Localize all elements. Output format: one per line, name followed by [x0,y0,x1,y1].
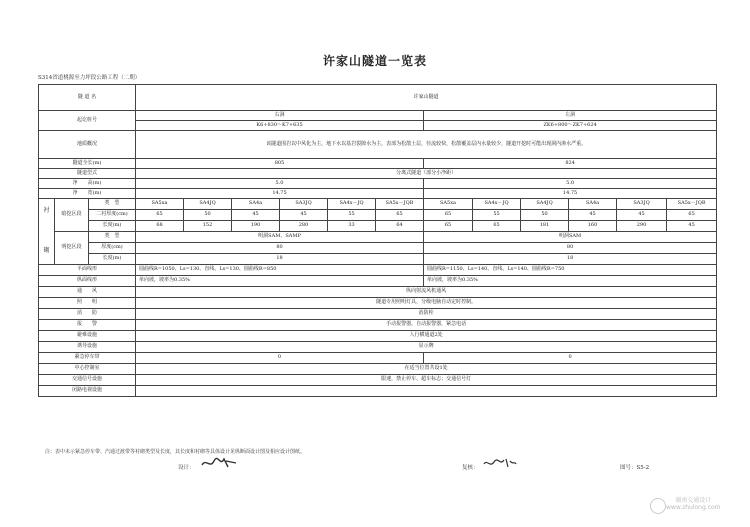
plan-alignment-label: 平面线形 [39,265,136,276]
dark-type-cell: SA4a [232,199,280,210]
dark-thickness-cell: 50 [184,210,232,221]
lining-label-1: 衬 [43,207,50,215]
dark-thickness-cell: 55 [328,210,376,221]
dark-length-cell: 190 [232,221,280,232]
length-right: 805 [136,159,424,169]
clear-height-left: 5.0 [424,179,717,189]
review-label: 复核： [462,465,479,471]
drawing-number: 图号：S5-2 [620,465,650,471]
name-label: 隧 道 名 [39,85,136,111]
chainage-label: 起讫桩号 [39,111,136,131]
footnote: 注：表中未示紧急停车带、汽通过渡带等衬砌类型及长度，其长度和衬砌等具体设计见纵断面设计图及相应设计图纸。 [45,449,306,455]
dark-length-cell: 152 [184,221,232,232]
watermark-line-2: www.zhulong.com [666,504,721,512]
project-subtitle: S314省道桃源至力坪段公路工程（二期） [38,75,141,81]
dark-kind-label: 类 型 [89,199,136,210]
alarm-label: 报 警 [39,320,136,331]
lining-label [39,199,55,265]
dark-section-label: 暗挖区段 [55,199,89,232]
chainage-left: ZK6+800～ZK7+624 [424,121,717,131]
watermark-logo-icon [650,498,666,514]
dark-type-cell: SA4JQ [184,199,232,210]
dark-type-cell: SA5x－JQB [667,199,717,210]
dark-thickness-cell: 45 [280,210,328,221]
emergency-stop-right: 0 [136,353,424,364]
clear-width-label: 净 宽(m) [39,189,136,199]
dark-length-label: 长度(m) [89,221,136,232]
traffic-signal-label: 交通信号设施 [39,375,136,386]
open-thickness-left: 80 [424,243,717,254]
document-title: 许家山隧道一览表 [322,54,427,68]
design-label: 设计： [178,465,195,471]
dark-length-cell: 290 [617,221,667,232]
dark-type-cell: SA4x－JQ [473,199,521,210]
geology-value: 该隧道围岩以中风化为主，地下水以基岩裂隙水为主，表部为松散土层，径流较快，松散覆盖层内水量较少，隧道开挖时可能出现洞内渗水严重。 [136,131,717,159]
tunnel-type-value: 分离式隧道（部分小净距） [136,169,717,179]
dark-length-cell: 65 [473,221,521,232]
alarm-value: 手动报警器，自动报警器，紧急电话 [136,320,717,331]
dark-length-cell: 65 [424,221,473,232]
open-thickness-right: 80 [136,243,424,254]
lining-label-2: 砌 [43,246,50,254]
fire-value: 消防栓 [136,309,717,320]
dark-thickness-cell: 50 [521,210,569,221]
open-type-right: 明洞SAM、SAMP [136,232,424,243]
cctv-label: 闭路电视设施 [39,386,136,397]
dark-thickness-cell: 55 [473,210,521,221]
fire-label: 消 防 [39,309,136,320]
plan-alignment-left: 圆曲线R=1150、Ls=140、直线、Ls=140、圆曲线R=750 [424,265,717,276]
profile-left: 单向坡，坡率为0.35% [424,276,717,287]
open-kind-label: 类 型 [89,232,136,243]
clear-height-right: 5.0 [136,179,424,189]
dark-thickness-cell: 65 [376,210,424,221]
profile-label: 纵面线形 [39,276,136,287]
dark-thickness-label: 二衬厚度(cm) [89,210,136,221]
dark-length-cell: 280 [280,221,328,232]
dark-type-cell: SA3JQ [280,199,328,210]
left-tunnel-header: 左洞 [424,111,717,121]
geology-label: 地质概况 [39,131,136,159]
clear-width-right: 14.75 [136,189,424,199]
dark-length-cell: 64 [376,221,424,232]
dark-length-cell: 160 [569,221,617,232]
guidance-value: 显示牌 [136,342,717,353]
control-room-label: 中心控制室 [39,364,136,375]
tunnel-table [38,84,717,397]
clear-width-left: 14.75 [424,189,717,199]
dark-type-cell: SA5x－JQB [376,199,424,210]
name-value: 许家山隧道 [136,85,717,111]
lighting-label: 照 明 [39,298,136,309]
plan-alignment-right: 圆曲线R=1050、Ls=130、直线、Ls=130、圆曲线R=850 [136,265,424,276]
dark-thickness-cell: 45 [617,210,667,221]
emergency-stop-label: 紧急停车带 [39,353,136,364]
dark-thickness-cell: 65 [424,210,473,221]
dark-length-cell: 45 [667,221,717,232]
guidance-label: 诱导设施 [39,342,136,353]
open-section-label: 明挖区段 [55,232,89,265]
emergency-stop-left: 0 [424,353,717,364]
ventilation-value: 纵向射流风机通风 [136,287,717,298]
cctv-value [136,386,717,397]
reviewer-signature [482,455,518,471]
dark-length-cell: 181 [521,221,569,232]
clear-height-label: 净 高(m) [39,179,136,189]
ventilation-label: 通 风 [39,287,136,298]
open-length-left: 18 [424,254,717,265]
dark-thickness-cell: 65 [136,210,184,221]
dark-thickness-cell: 65 [667,210,717,221]
dark-thickness-cell: 45 [232,210,280,221]
open-thickness-label: 厚度(cm) [89,243,136,254]
open-length-right: 18 [136,254,424,265]
length-left: 824 [424,159,717,169]
length-label: 隧道全长(m) [39,159,136,169]
chainage-right: K6+830～K7+635 [136,121,424,131]
refuge-label: 避难设施 [39,331,136,342]
profile-right: 单向坡，坡率为0.35% [136,276,424,287]
designer-signature [200,455,238,471]
dark-thickness-cell: 45 [569,210,617,221]
dark-type-cell: SA4a [569,199,617,210]
lighting-value: 隧道专用照明灯具，分级电脑自动定时控制。 [136,298,717,309]
dark-length-cell: 33 [328,221,376,232]
open-type-left: 明洞SAM [424,232,717,243]
right-tunnel-header: 右洞 [136,111,424,121]
watermark [666,497,721,511]
dark-type-cell: SA4JQ [521,199,569,210]
watermark-line-1: 湖南交通设计 [675,497,712,504]
traffic-signal-value: 限速，禁止停车、超车标志；交通信号灯 [136,375,717,386]
tunnel-type-label: 隧道型式 [39,169,136,179]
dark-length-cell: 68 [136,221,184,232]
refuge-value: 人行横通道2处 [136,331,717,342]
dark-type-cell: SA5xa [136,199,184,210]
dark-type-cell: SA4x－JQ [328,199,376,210]
dark-type-cell: SA3JQ [617,199,667,210]
open-length-label: 长度(m) [89,254,136,265]
dark-type-cell: SA5xa [424,199,473,210]
control-room-value: 在适当位置共设1处 [136,364,717,375]
